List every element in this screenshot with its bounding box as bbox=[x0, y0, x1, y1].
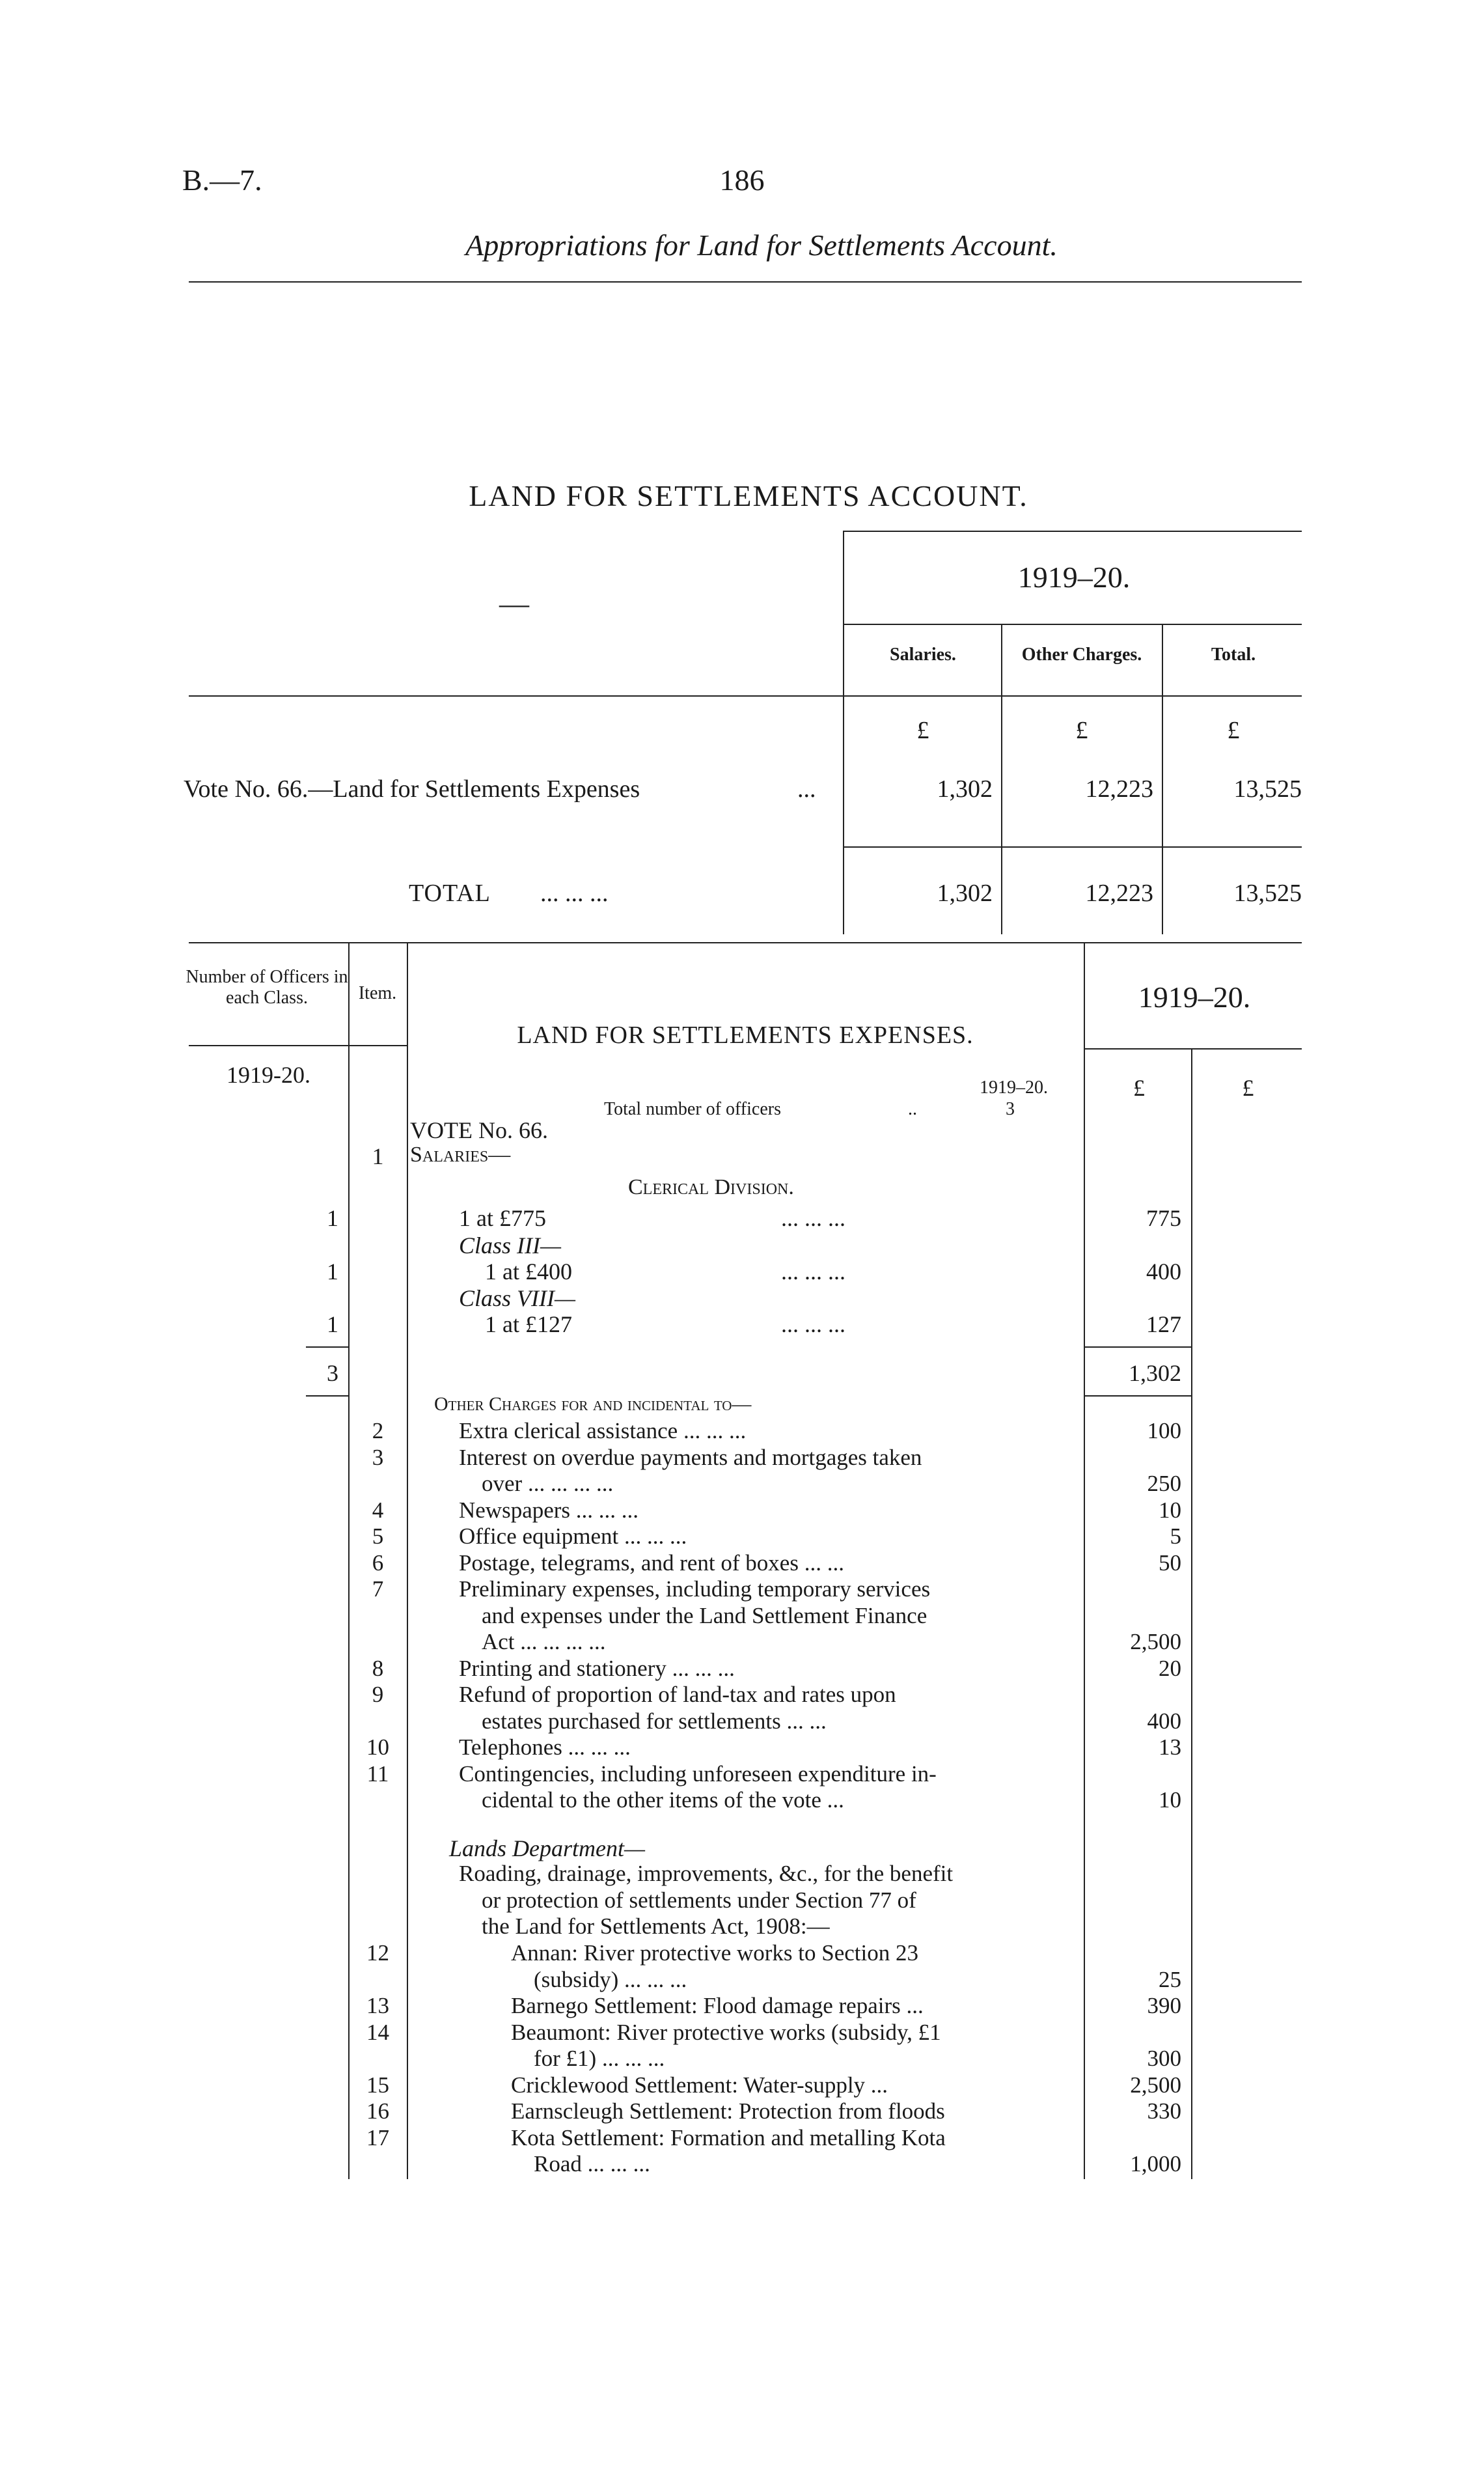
row-amount: 25 bbox=[1159, 1966, 1181, 1992]
detail-col-item: Item. bbox=[358, 983, 397, 1003]
salary-dots: ... ... ... bbox=[781, 1205, 845, 1231]
row-amount: 10 bbox=[1159, 1497, 1181, 1523]
row-item-number: 5 bbox=[372, 1523, 384, 1549]
summary-col-divider-2 bbox=[1001, 624, 1002, 934]
salary-amount: 400 bbox=[1146, 1259, 1181, 1285]
summary-header-rule bbox=[189, 695, 1302, 697]
running-title: Appropriations for Land for Settlements Account. bbox=[465, 229, 1058, 262]
summary-total-label: TOTAL bbox=[409, 880, 491, 907]
summary-year-rule bbox=[843, 624, 1302, 625]
row-text-line: Act ... ... ... ... bbox=[482, 1629, 606, 1654]
summary-col-divider-3 bbox=[1162, 624, 1163, 934]
lands-intro-line: or protection of settlements under Section 77 of bbox=[482, 1887, 916, 1913]
detail-year-header: 1919–20. bbox=[1138, 981, 1251, 1014]
salary-amount: 127 bbox=[1146, 1311, 1181, 1337]
row-text-line: Refund of proportion of land-tax and rates upon bbox=[459, 1682, 896, 1707]
summary-currency-2: £ bbox=[1075, 717, 1088, 744]
summary-total-salaries: 1,302 bbox=[937, 880, 993, 907]
summary-total-other: 12,223 bbox=[1085, 880, 1153, 907]
row-item-number: 17 bbox=[366, 2124, 389, 2150]
salary-text: 1 at £775 bbox=[459, 1205, 546, 1231]
row-text-line: Office equipment ... ... ... bbox=[459, 1523, 687, 1549]
detail-total-officers-dots: .. bbox=[908, 1099, 917, 1119]
row-item-number: 10 bbox=[366, 1734, 389, 1760]
detail-item-rule bbox=[348, 1045, 407, 1046]
row-text-line: cidental to the other items of the vote ... bbox=[482, 1787, 844, 1813]
salary-class: Class III— bbox=[459, 1232, 562, 1259]
lands-intro-line: Roading, drainage, improvements, &c., for the benefit bbox=[459, 1861, 954, 1886]
row-amount: 5 bbox=[1170, 1523, 1181, 1549]
summary-title: LAND FOR SETTLEMENTS ACCOUNT. bbox=[469, 479, 1028, 512]
salary-officers: 1 bbox=[327, 1205, 338, 1231]
row-item-number: 6 bbox=[372, 1550, 384, 1576]
row-text-line: Newspapers ... ... ... bbox=[459, 1497, 639, 1523]
summary-vote-dots: ... bbox=[797, 775, 816, 803]
row-amount: 1,000 bbox=[1130, 2151, 1181, 2177]
summary-dash: — bbox=[499, 587, 529, 620]
detail-year-sub: 1919–20. bbox=[980, 1078, 1048, 1098]
row-amount: 2,500 bbox=[1130, 2072, 1181, 2098]
row-text-line: Annan: River protective works to Section 23 bbox=[511, 1940, 918, 1966]
row-item-number: 3 bbox=[372, 1444, 384, 1470]
salaries-officers-total: 3 bbox=[327, 1360, 338, 1386]
summary-currency-3: £ bbox=[1227, 717, 1240, 744]
row-text-line: Extra clerical assistance ... ... ... bbox=[459, 1418, 747, 1443]
summary-col-divider bbox=[843, 531, 844, 934]
row-text-line: Cricklewood Settlement: Water-supply ... bbox=[511, 2072, 888, 2098]
row-amount: 13 bbox=[1159, 1734, 1181, 1760]
row-item-number: 15 bbox=[366, 2072, 389, 2098]
detail-total-officers-label: Total number of officers bbox=[604, 1099, 781, 1119]
detail-officers-year: 1919-20. bbox=[227, 1062, 310, 1088]
row-amount: 250 bbox=[1147, 1471, 1181, 1496]
row-text-line: over ... ... ... ... bbox=[482, 1471, 614, 1496]
row-item-number: 2 bbox=[372, 1418, 384, 1443]
row-item-number: 8 bbox=[372, 1655, 384, 1681]
detail-col-divider-amount bbox=[1084, 942, 1085, 2179]
detail-currency-2: £ bbox=[1242, 1075, 1254, 1101]
row-amount: 400 bbox=[1147, 1708, 1181, 1734]
row-amount: 300 bbox=[1147, 2046, 1181, 2071]
summary-year: 1919–20. bbox=[1017, 561, 1131, 594]
summary-col-other: Other Charges. bbox=[1021, 645, 1142, 665]
row-text-line: estates purchased for settlements ... ... bbox=[482, 1708, 827, 1734]
salary-officers: 1 bbox=[327, 1311, 338, 1337]
row-text-line: Road ... ... ... bbox=[534, 2151, 650, 2177]
salary-dots: ... ... ... bbox=[781, 1311, 845, 1337]
row-amount: 20 bbox=[1159, 1655, 1181, 1681]
row-item-number: 14 bbox=[366, 2019, 389, 2045]
detail-vote: VOTE No. 66. bbox=[410, 1117, 548, 1143]
detail-col-officers: Number of Officers in each Class. bbox=[186, 967, 348, 1008]
row-item-number: 9 bbox=[372, 1682, 384, 1707]
row-amount: 390 bbox=[1147, 1993, 1181, 2018]
salary-officers: 1 bbox=[327, 1259, 338, 1285]
salary-text: 1 at £127 bbox=[485, 1311, 572, 1337]
row-text-line: Kota Settlement: Formation and metalling Kota bbox=[511, 2124, 946, 2150]
detail-col-divider-item bbox=[407, 942, 408, 2179]
summary-top-rule bbox=[843, 531, 1302, 532]
salaries-total-rule bbox=[1084, 1395, 1191, 1397]
salary-dots: ... ... ... bbox=[781, 1259, 845, 1285]
summary-vote-other: 12,223 bbox=[1085, 775, 1153, 803]
row-text-line: Interest on overdue payments and mortgages taken bbox=[459, 1444, 922, 1470]
detail-clerical-heading: Clerical Division. bbox=[628, 1175, 794, 1199]
row-text-line: Earnscleugh Settlement: Protection from floods bbox=[511, 2098, 945, 2124]
summary-total-rule bbox=[843, 846, 1302, 848]
detail-col-divider-amount-2 bbox=[1191, 1048, 1192, 2179]
detail-year-rule bbox=[1084, 1048, 1302, 1050]
row-amount: 2,500 bbox=[1130, 1629, 1181, 1654]
summary-total-total: 13,525 bbox=[1233, 880, 1302, 907]
detail-salaries-item: 1 bbox=[372, 1143, 384, 1169]
row-amount: 100 bbox=[1147, 1418, 1181, 1443]
row-item-number: 4 bbox=[372, 1497, 384, 1523]
row-amount: 10 bbox=[1159, 1787, 1181, 1813]
header-rule bbox=[189, 281, 1302, 283]
row-text-line: Telephones ... ... ... bbox=[459, 1734, 631, 1760]
summary-vote-label: Vote No. 66.—Land for Settlements Expenses bbox=[184, 775, 640, 803]
row-text-line: Barnego Settlement: Flood damage repairs ... bbox=[511, 1993, 924, 2018]
row-amount: 330 bbox=[1147, 2098, 1181, 2124]
summary-currency-1: £ bbox=[916, 717, 929, 744]
detail-total-officers-value: 3 bbox=[1006, 1099, 1015, 1119]
detail-salaries-heading: Salaries— bbox=[410, 1143, 511, 1167]
lands-intro-line: the Land for Settlements Act, 1908:— bbox=[482, 1913, 830, 1939]
detail-top-rule bbox=[189, 942, 1302, 943]
document-reference: B.—7. bbox=[182, 163, 262, 197]
salaries-subtotal: 1,302 bbox=[1129, 1360, 1181, 1386]
page-number: 186 bbox=[719, 163, 765, 197]
row-item-number: 11 bbox=[366, 1760, 389, 1787]
summary-vote-salaries: 1,302 bbox=[937, 775, 993, 803]
other-charges-heading: Other Charges for and incidental to— bbox=[434, 1393, 752, 1415]
row-text-line: (subsidy) ... ... ... bbox=[534, 1966, 687, 1992]
detail-officers-rule bbox=[189, 1045, 348, 1046]
row-item-number: 13 bbox=[366, 1993, 389, 2018]
row-text-line: for £1) ... ... ... bbox=[534, 2046, 665, 2071]
detail-currency-1: £ bbox=[1133, 1075, 1145, 1101]
row-text-line: Beaumont: River protective works (subsidy, £1 bbox=[511, 2019, 941, 2045]
officers-subtotal-rule bbox=[306, 1346, 348, 1348]
detail-title: LAND FOR SETTLEMENTS EXPENSES. bbox=[517, 1022, 974, 1049]
summary-total-dots: ... ... ... bbox=[540, 880, 609, 907]
officers-total-rule bbox=[306, 1395, 348, 1397]
detail-col-divider-officers bbox=[348, 942, 350, 2179]
summary-col-total: Total. bbox=[1211, 645, 1256, 665]
row-text-line: Printing and stationery ... ... ... bbox=[459, 1655, 735, 1681]
row-text-line: Preliminary expenses, including temporary services bbox=[459, 1576, 931, 1602]
row-item-number: 7 bbox=[372, 1576, 384, 1602]
salary-amount: 775 bbox=[1146, 1205, 1181, 1231]
summary-col-salaries: Salaries. bbox=[890, 645, 956, 665]
row-item-number: 16 bbox=[366, 2098, 389, 2124]
salary-class: Class VIII— bbox=[459, 1285, 575, 1311]
row-amount: 50 bbox=[1159, 1550, 1181, 1576]
lands-heading: Lands Department— bbox=[449, 1835, 646, 1861]
salary-text: 1 at £400 bbox=[485, 1259, 572, 1285]
salaries-subtotal-rule bbox=[1084, 1346, 1191, 1348]
row-text-line: and expenses under the Land Settlement Finance bbox=[482, 1602, 928, 1628]
row-text-line: Postage, telegrams, and rent of boxes ... ... bbox=[459, 1550, 844, 1576]
row-item-number: 12 bbox=[366, 1940, 389, 1966]
row-text-line: Contingencies, including unforeseen expenditure in- bbox=[459, 1760, 937, 1787]
summary-vote-total: 13,525 bbox=[1233, 775, 1302, 803]
